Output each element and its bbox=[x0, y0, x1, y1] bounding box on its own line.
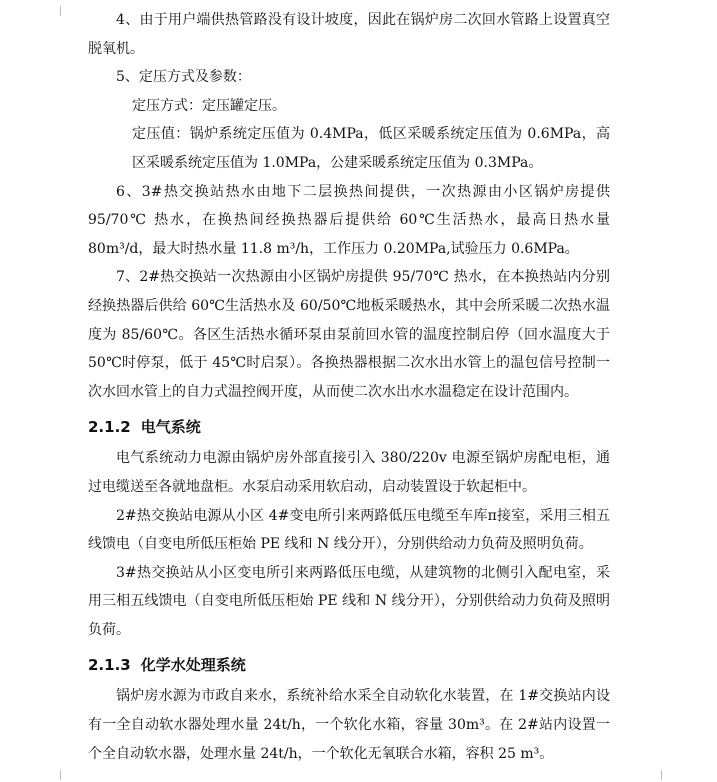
section-heading bbox=[88, 412, 610, 442]
paragraph: 4、由于用户端供热管路没有设计坡度，因此在锅炉房二次回水管路上设置真空脱氧机。 bbox=[88, 12, 610, 57]
section-heading bbox=[88, 650, 610, 680]
section-title: 化学水处理系统 bbox=[140, 656, 246, 675]
paragraph: 定压值：锅炉系统定压值为 0.4MPa，低区采暖系统定压值为 0.6MPa，高区采暖系统定压值为 1.0MPa，公建采暖系统定压值为 0.3MPa。 bbox=[132, 126, 610, 171]
document-body bbox=[88, 6, 610, 768]
paragraph: 6、3#热交换站热水由地下二层换热间提供，一次热源由小区锅炉房提供 95/70℃ 热水，在换热间经换热器后提供给 60℃生活热水，最高日热水量 80m³/d，最大时热水量 11.8 m³/h，工作压力 0.20MPa,试验压力 0.6MPa。 bbox=[88, 183, 610, 257]
page-corner-mark bbox=[661, 770, 662, 780]
paragraph: 定压方式：定压罐定压。 bbox=[132, 97, 286, 114]
paragraph: 电气系统动力电源由锅炉房外部直接引入 380/220v 电源至锅炉房配电柜，通过电缆送至各就地盘柜。水泵启动采用软启动，启动装置设于软起柜中。 bbox=[88, 450, 610, 495]
page-corner-mark bbox=[60, 6, 61, 16]
section-title: 电气系统 bbox=[140, 418, 201, 437]
paragraph: 7、2#热交换站一次热源由小区锅炉房提供 95/70℃ 热水，在本换热站内分别经换热器后供给 60℃生活热水及 60/50℃地板采暖热水，其中会所采暖二次热水温度为 85/60℃。各区生活热水循环泵由泵前回水管的温度控制启停（回水温度大于 50℃时停泵，低于 45℃时启泵）。各换热器根据二次水出水管上的温包信号控制一次水回水管上的自力式温控阀开度，从而使二次水出水水温稳定在设计范围内。 bbox=[88, 269, 610, 400]
paragraph: 锅炉房水源为市政自来水，系统补给水采全自动软化水装置，在 1#交换站内设有一全自动软水器处理水量 24t/h，一个软化水箱，容量 30m³。在 2#站内设置一个全自动软水器，处理水量 24t/h，一个软化无氧联合水箱，容积 25 m³。 bbox=[88, 688, 610, 762]
page-corner-mark bbox=[60, 770, 61, 780]
paragraph: 2#热交换站电源从小区 4#变电所引来两路低压电缆至车库π接室，采用三相五线馈电（自变电所低压柜始 PE 线和 N 线分开），分别供给动力负荷及照明负荷。 bbox=[88, 507, 610, 553]
section-number: 2.1.3 bbox=[88, 656, 131, 675]
paragraph: 3#热交换站从小区变电所引来两路低压电缆，从建筑物的北侧引入配电室，采用三相五线馈电（自变电所低压柜始 PE 线和 N 线分开），分别供给动力负荷及照明负荷。 bbox=[88, 564, 610, 638]
paragraph: 5、定压方式及参数： bbox=[116, 69, 251, 86]
section-number: 2.1.2 bbox=[88, 418, 131, 437]
